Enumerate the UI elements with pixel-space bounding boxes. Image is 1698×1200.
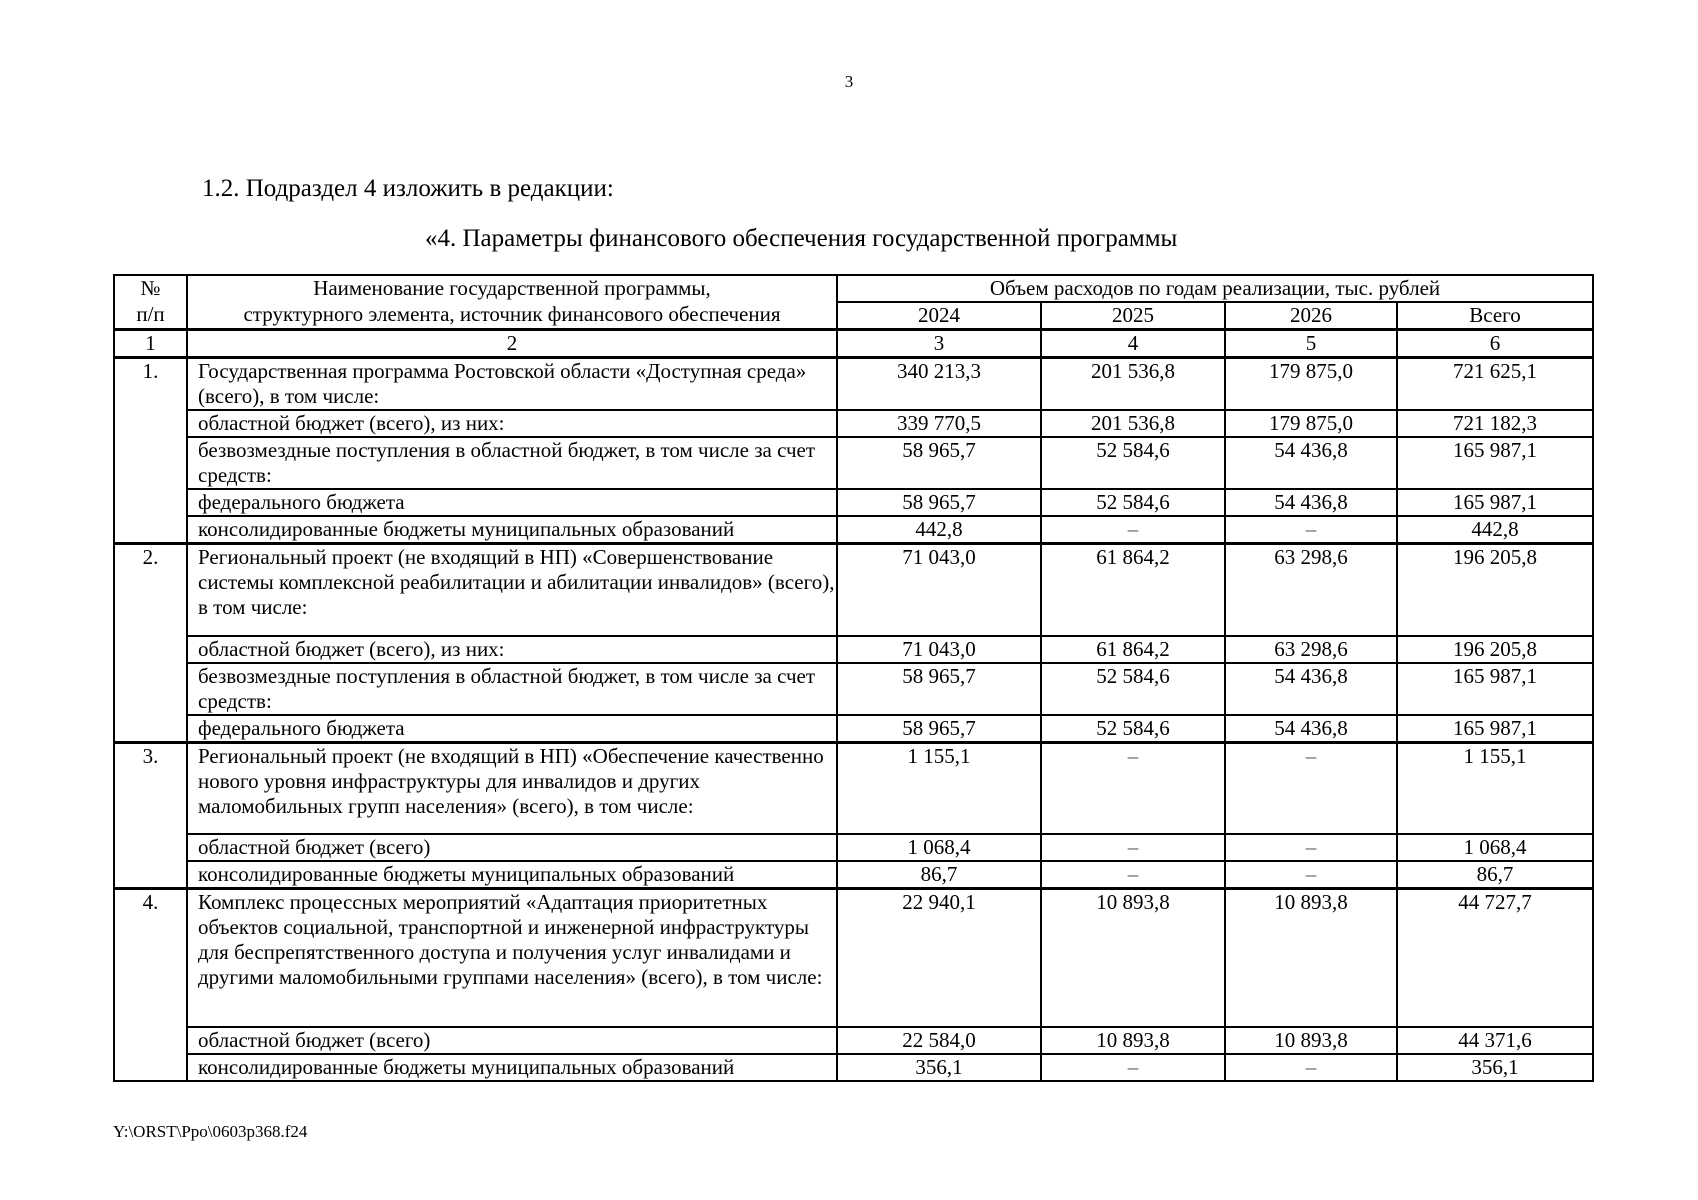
row-total: 86,7 bbox=[1397, 861, 1593, 889]
table-row bbox=[114, 544, 1593, 636]
table-body bbox=[114, 275, 1593, 1081]
row-value-2025: 10 893,8 bbox=[1041, 889, 1225, 1027]
row-total: 721 625,1 bbox=[1397, 358, 1593, 411]
row-value-2024: 58 965,7 bbox=[837, 715, 1041, 743]
row-value-2024: 22 940,1 bbox=[837, 889, 1041, 1027]
row-value-2026: – bbox=[1225, 742, 1397, 834]
row-name: федерального бюджета bbox=[187, 715, 837, 743]
row-value-2024: 339 770,5 bbox=[837, 410, 1041, 437]
row-name: областной бюджет (всего) bbox=[187, 834, 837, 861]
row-total: 165 987,1 bbox=[1397, 663, 1593, 715]
col-number: 4 bbox=[1041, 330, 1225, 358]
row-name: Государственная программа Ростовской области «Доступная среда» (всего), в том числе: bbox=[187, 358, 837, 411]
row-value-2024: 71 043,0 bbox=[837, 636, 1041, 663]
row-name: Комплекс процессных мероприятий «Адаптация приоритетных объектов социальной, транспортной и инженерной инфраструктуры для беспрепятственного доступа и получения услуг инвалидами и другими маломобильными группами населения» (всего), в том числе: bbox=[187, 889, 837, 1027]
header-year-2025: 2025 bbox=[1041, 302, 1225, 330]
table-row bbox=[114, 410, 1593, 437]
row-value-2024: 58 965,7 bbox=[837, 489, 1041, 516]
col-number: 5 bbox=[1225, 330, 1397, 358]
row-name: Региональный проект (не входящий в НП) «Совершенствование системы комплексной реабилитации и абилитации инвалидов» (всего), в том числе: bbox=[187, 544, 837, 636]
row-total: 1 155,1 bbox=[1397, 742, 1593, 834]
row-index: 1. bbox=[114, 358, 187, 544]
row-value-2026: – bbox=[1225, 861, 1397, 889]
row-total: 356,1 bbox=[1397, 1054, 1593, 1081]
row-value-2024: 340 213,3 bbox=[837, 358, 1041, 411]
table-row bbox=[114, 889, 1593, 1027]
table-row bbox=[114, 437, 1593, 489]
row-name: консолидированные бюджеты муниципальных образований bbox=[187, 516, 837, 544]
row-value-2025: 61 864,2 bbox=[1041, 544, 1225, 636]
page-number: 3 bbox=[844, 72, 854, 91]
row-value-2024: 356,1 bbox=[837, 1054, 1041, 1081]
row-value-2026: 54 436,8 bbox=[1225, 663, 1397, 715]
row-name: областной бюджет (всего), из них: bbox=[187, 636, 837, 663]
row-value-2025: 52 584,6 bbox=[1041, 663, 1225, 715]
row-index: 4. bbox=[114, 889, 187, 1081]
header-num-2: п/п bbox=[114, 302, 187, 330]
row-name: Региональный проект (не входящий в НП) «Обеспечение качественно нового уровня инфраструктуры для инвалидов и других маломобильных групп населения» (всего), в том числе: bbox=[187, 742, 837, 834]
row-value-2026: – bbox=[1225, 516, 1397, 544]
row-total: 196 205,8 bbox=[1397, 636, 1593, 663]
row-value-2026: 10 893,8 bbox=[1225, 1027, 1397, 1054]
row-value-2025: 201 536,8 bbox=[1041, 358, 1225, 411]
finance-table bbox=[113, 274, 1594, 1082]
row-name: безвозмездные поступления в областной бюджет, в том числе за счет средств: bbox=[187, 663, 837, 715]
table-row bbox=[114, 1027, 1593, 1054]
row-total: 44 727,7 bbox=[1397, 889, 1593, 1027]
row-index: 2. bbox=[114, 544, 187, 743]
row-value-2024: 442,8 bbox=[837, 516, 1041, 544]
row-value-2024: 1 155,1 bbox=[837, 742, 1041, 834]
col-number: 1 bbox=[114, 330, 187, 358]
row-total: 165 987,1 bbox=[1397, 437, 1593, 489]
row-value-2026: 54 436,8 bbox=[1225, 437, 1397, 489]
section-title: «4. Параметры финансового обеспечения государственной программы bbox=[425, 225, 1178, 252]
row-value-2024: 1 068,4 bbox=[837, 834, 1041, 861]
row-total: 721 182,3 bbox=[1397, 410, 1593, 437]
header-year-2026: 2026 bbox=[1225, 302, 1397, 330]
table-row bbox=[114, 489, 1593, 516]
header-volume: Объем расходов по годам реализации, тыс. рублей bbox=[837, 275, 1593, 302]
col-number: 3 bbox=[837, 330, 1041, 358]
header-num: № bbox=[114, 275, 187, 302]
row-value-2026: 179 875,0 bbox=[1225, 358, 1397, 411]
table-row bbox=[114, 715, 1593, 743]
row-value-2026: 179 875,0 bbox=[1225, 410, 1397, 437]
row-value-2024: 58 965,7 bbox=[837, 437, 1041, 489]
row-index: 3. bbox=[114, 742, 187, 889]
header-row-1 bbox=[114, 275, 1593, 302]
row-value-2025: – bbox=[1041, 1054, 1225, 1081]
row-name: консолидированные бюджеты муниципальных образований bbox=[187, 1054, 837, 1081]
row-value-2026: 54 436,8 bbox=[1225, 489, 1397, 516]
row-value-2025: 52 584,6 bbox=[1041, 489, 1225, 516]
table-row bbox=[114, 516, 1593, 544]
row-value-2025: 10 893,8 bbox=[1041, 1027, 1225, 1054]
row-value-2024: 86,7 bbox=[837, 861, 1041, 889]
header-row-2 bbox=[114, 302, 1593, 330]
row-value-2025: – bbox=[1041, 742, 1225, 834]
row-name: областной бюджет (всего), из них: bbox=[187, 410, 837, 437]
row-value-2026: 63 298,6 bbox=[1225, 544, 1397, 636]
row-name: федерального бюджета bbox=[187, 489, 837, 516]
row-value-2025: – bbox=[1041, 834, 1225, 861]
intro-paragraph: 1.2. Подраздел 4 изложить в редакции: bbox=[202, 175, 614, 202]
row-name: консолидированные бюджеты муниципальных образований bbox=[187, 861, 837, 889]
row-total: 165 987,1 bbox=[1397, 715, 1593, 743]
row-value-2024: 22 584,0 bbox=[837, 1027, 1041, 1054]
row-value-2026: – bbox=[1225, 834, 1397, 861]
row-value-2025: 52 584,6 bbox=[1041, 715, 1225, 743]
col-number: 2 bbox=[187, 330, 837, 358]
table-row bbox=[114, 861, 1593, 889]
file-path: Y:\ORST\Ppo\0603p368.f24 bbox=[113, 1122, 308, 1141]
header-name-2: структурного элемента, источник финансового обеспечения bbox=[187, 302, 837, 330]
col-number: 6 bbox=[1397, 330, 1593, 358]
table-row bbox=[114, 1054, 1593, 1081]
table-row bbox=[114, 358, 1593, 411]
row-value-2024: 71 043,0 bbox=[837, 544, 1041, 636]
header-name: Наименование государственной программы, bbox=[187, 275, 837, 302]
row-name: областной бюджет (всего) bbox=[187, 1027, 837, 1054]
row-total: 44 371,6 bbox=[1397, 1027, 1593, 1054]
row-name: безвозмездные поступления в областной бюджет, в том числе за счет средств: bbox=[187, 437, 837, 489]
row-value-2026: 63 298,6 bbox=[1225, 636, 1397, 663]
row-total: 165 987,1 bbox=[1397, 489, 1593, 516]
header-year-2024: 2024 bbox=[837, 302, 1041, 330]
row-value-2025: – bbox=[1041, 516, 1225, 544]
row-value-2026: – bbox=[1225, 1054, 1397, 1081]
header-total: Всего bbox=[1397, 302, 1593, 330]
row-value-2025: 52 584,6 bbox=[1041, 437, 1225, 489]
table-row bbox=[114, 834, 1593, 861]
row-value-2026: 10 893,8 bbox=[1225, 889, 1397, 1027]
table-row bbox=[114, 663, 1593, 715]
table-row bbox=[114, 636, 1593, 663]
row-total: 442,8 bbox=[1397, 516, 1593, 544]
table-row bbox=[114, 742, 1593, 834]
row-value-2025: 201 536,8 bbox=[1041, 410, 1225, 437]
row-total: 1 068,4 bbox=[1397, 834, 1593, 861]
column-numbers-row bbox=[114, 330, 1593, 358]
row-total: 196 205,8 bbox=[1397, 544, 1593, 636]
row-value-2025: 61 864,2 bbox=[1041, 636, 1225, 663]
row-value-2026: 54 436,8 bbox=[1225, 715, 1397, 743]
row-value-2025: – bbox=[1041, 861, 1225, 889]
row-value-2024: 58 965,7 bbox=[837, 663, 1041, 715]
